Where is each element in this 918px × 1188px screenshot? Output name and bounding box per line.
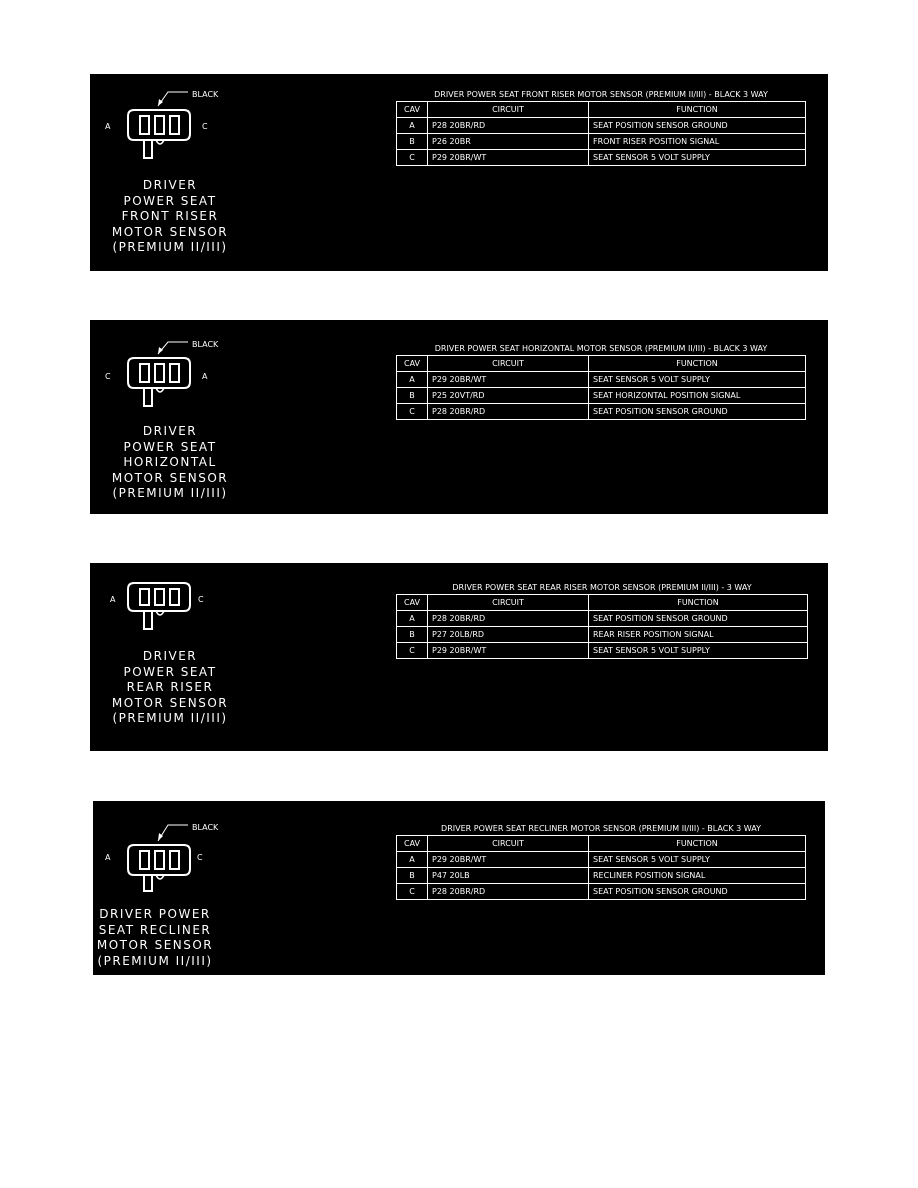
table-row — [397, 372, 806, 388]
connector-panel-rear-riser — [90, 563, 828, 751]
connector-name: DRIVER POWER SEAT RECLINER MOTOR SENSOR (PREMIUM II/III) — [96, 907, 214, 968]
cell-function: SEAT POSITION SENSOR GROUND — [589, 404, 806, 420]
cavity-label-right: C — [197, 853, 203, 862]
table-row — [397, 134, 806, 150]
cell-cav: C — [397, 404, 428, 420]
pinout-table-block — [396, 824, 806, 900]
table-row — [397, 884, 806, 900]
connector-diagram — [90, 320, 390, 514]
table-row — [397, 627, 808, 643]
cell-function: RECLINER POSITION SIGNAL — [589, 868, 806, 884]
header-circuit: CIRCUIT — [428, 356, 589, 372]
cell-circuit: P25 20VT/RD — [428, 388, 589, 404]
cell-cav: B — [397, 627, 428, 643]
header-cav: CAV — [397, 595, 428, 611]
header-function: FUNCTION — [589, 836, 806, 852]
header-function: FUNCTION — [589, 102, 806, 118]
table-header-row — [397, 356, 806, 372]
cell-circuit: P29 20BR/WT — [428, 372, 589, 388]
connector-panel-horizontal — [90, 320, 828, 514]
header-circuit: CIRCUIT — [428, 102, 589, 118]
cell-circuit: P28 20BR/RD — [428, 404, 589, 420]
cell-cav: B — [397, 388, 428, 404]
cavity-label-right: C — [198, 595, 204, 604]
connector-name: DRIVER POWER SEAT HORIZONTAL MOTOR SENSOR (PREMIUM II/III) — [111, 424, 229, 500]
pinout-table — [396, 355, 806, 420]
cell-cav: C — [397, 150, 428, 166]
table-row — [397, 388, 806, 404]
connector-icon — [90, 74, 230, 174]
table-row — [397, 404, 806, 420]
cell-circuit: P29 20BR/WT — [428, 643, 589, 659]
table-row — [397, 852, 806, 868]
cell-function: SEAT POSITION SENSOR GROUND — [589, 611, 808, 627]
cell-function: SEAT SENSOR 5 VOLT SUPPLY — [589, 643, 808, 659]
cavity-label-right: C — [202, 122, 208, 131]
cell-circuit: P27 20LB/RD — [428, 627, 589, 643]
wire-color-label: BLACK — [192, 340, 219, 349]
cell-function: SEAT SENSOR 5 VOLT SUPPLY — [589, 372, 806, 388]
cell-circuit: P29 20BR/WT — [428, 852, 589, 868]
header-cav: CAV — [397, 836, 428, 852]
table-header-row — [397, 102, 806, 118]
cell-function: SEAT POSITION SENSOR GROUND — [589, 884, 806, 900]
cell-function: SEAT POSITION SENSOR GROUND — [589, 118, 806, 134]
cell-cav: A — [397, 611, 428, 627]
wire-color-label: BLACK — [192, 823, 219, 832]
connector-name: DRIVER POWER SEAT REAR RISER MOTOR SENSOR (PREMIUM II/III) — [111, 649, 229, 725]
table-title: DRIVER POWER SEAT FRONT RISER MOTOR SENSOR (PREMIUM II/III) - BLACK 3 WAY — [434, 90, 768, 99]
pinout-table — [396, 101, 806, 166]
table-row — [397, 118, 806, 134]
cell-function: SEAT HORIZONTAL POSITION SIGNAL — [589, 388, 806, 404]
table-title: DRIVER POWER SEAT HORIZONTAL MOTOR SENSOR (PREMIUM II/III) - BLACK 3 WAY — [434, 344, 768, 353]
pinout-table-block — [396, 344, 806, 420]
connector-panel-front-riser — [90, 74, 828, 271]
table-row — [397, 643, 808, 659]
cell-cav: A — [397, 118, 428, 134]
header-cav: CAV — [397, 356, 428, 372]
header-circuit: CIRCUIT — [428, 836, 589, 852]
cell-function: SEAT SENSOR 5 VOLT SUPPLY — [589, 852, 806, 868]
table-title: DRIVER POWER SEAT REAR RISER MOTOR SENSOR (PREMIUM II/III) - 3 WAY — [452, 583, 752, 592]
connector-diagram — [90, 563, 390, 751]
connector-icon — [90, 320, 230, 420]
connector-icon — [93, 801, 233, 901]
header-function: FUNCTION — [589, 356, 806, 372]
cell-circuit: P28 20BR/RD — [428, 118, 589, 134]
header-circuit: CIRCUIT — [428, 595, 589, 611]
wire-color-label: BLACK — [192, 90, 219, 99]
table-row — [397, 150, 806, 166]
header-cav: CAV — [397, 102, 428, 118]
cell-circuit: P47 20LB — [428, 868, 589, 884]
cell-cav: B — [397, 134, 428, 150]
pinout-table-block — [396, 90, 806, 166]
cavity-label-right: A — [202, 372, 208, 381]
cell-circuit: P28 20BR/RD — [428, 884, 589, 900]
connector-icon — [90, 563, 230, 663]
table-header-row — [397, 595, 808, 611]
pinout-table-block — [396, 583, 808, 659]
table-header-row — [397, 836, 806, 852]
cavity-label-left: C — [105, 372, 111, 381]
table-title: DRIVER POWER SEAT RECLINER MOTOR SENSOR (PREMIUM II/III) - BLACK 3 WAY — [441, 824, 761, 833]
cell-circuit: P29 20BR/WT — [428, 150, 589, 166]
cell-cav: A — [397, 372, 428, 388]
cell-cav: C — [397, 643, 428, 659]
cavity-label-left: A — [110, 595, 116, 604]
table-row — [397, 611, 808, 627]
cavity-label-left: A — [105, 853, 111, 862]
cell-cav: B — [397, 868, 428, 884]
cell-cav: A — [397, 852, 428, 868]
cavity-label-left: A — [105, 122, 111, 131]
cell-cav: C — [397, 884, 428, 900]
pinout-table — [396, 594, 808, 659]
connector-name: DRIVER POWER SEAT FRONT RISER MOTOR SENSOR (PREMIUM II/III) — [111, 178, 229, 254]
cell-circuit: P26 20BR — [428, 134, 589, 150]
connector-diagram — [90, 74, 390, 271]
cell-function: SEAT SENSOR 5 VOLT SUPPLY — [589, 150, 806, 166]
cell-function: FRONT RISER POSITION SIGNAL — [589, 134, 806, 150]
cell-circuit: P28 20BR/RD — [428, 611, 589, 627]
pinout-table — [396, 835, 806, 900]
header-function: FUNCTION — [589, 595, 808, 611]
connector-panel-recliner — [93, 801, 825, 975]
cell-function: REAR RISER POSITION SIGNAL — [589, 627, 808, 643]
table-row — [397, 868, 806, 884]
connector-diagram — [93, 801, 393, 975]
